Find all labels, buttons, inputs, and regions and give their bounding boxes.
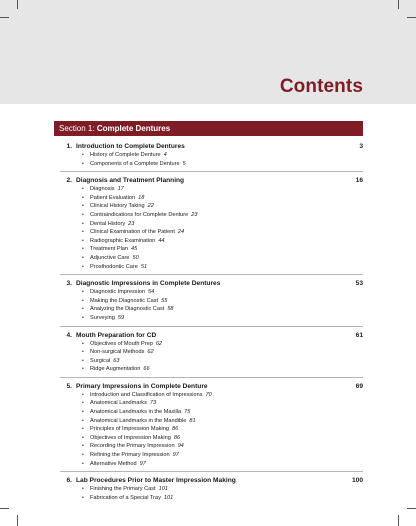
topic-title: Surveying (90, 314, 115, 321)
topic-item[interactable] (82, 365, 363, 374)
topic-item[interactable] (82, 194, 363, 203)
topic-page-number: 58 (167, 306, 174, 313)
chapter-title: Diagnosis and Treatment Planning (76, 177, 185, 185)
topic-page-number: 70 (205, 391, 212, 398)
topic-page-number: 97 (172, 452, 179, 459)
crop-mark-top-right-h (407, 17, 416, 18)
crop-mark-top-right-v (398, 0, 399, 9)
bullet-icon: • (82, 229, 84, 236)
chapter-title: Lab Procedures Prior to Master Impression Making (76, 477, 236, 485)
crop-mark-top-left-v (17, 0, 18, 9)
chapter-title: Introduction to Complete Dentures (76, 143, 185, 150)
topic-item[interactable] (82, 263, 363, 272)
chapter-heading[interactable] (60, 476, 363, 485)
chapter-entry (60, 142, 363, 172)
topic-page-number: 4 (163, 152, 167, 158)
topic-title: Anatomical Landmarks (90, 400, 147, 407)
chapter-heading[interactable] (60, 176, 363, 185)
topic-item[interactable] (82, 160, 363, 169)
topic-item[interactable] (82, 408, 363, 417)
crop-mark-bottom-right-h (407, 508, 416, 509)
topic-item[interactable] (82, 202, 363, 211)
crop-mark-bottom-left-h (0, 508, 9, 509)
topic-title: Adjunctive Care (90, 254, 130, 261)
topic-item[interactable] (82, 305, 363, 314)
topic-item[interactable] (82, 391, 363, 400)
chapter-page-number: 53 (355, 280, 363, 288)
topic-item[interactable] (82, 417, 363, 426)
topic-title: Finishing the Primary Cast (90, 486, 156, 493)
topic-page-number: 22 (147, 203, 154, 210)
topic-page-number: 62 (155, 340, 163, 347)
topic-item[interactable] (82, 237, 363, 246)
section-heading (54, 121, 363, 136)
topic-title: Making the Diagnostic Cast (90, 297, 159, 304)
bullet-icon: • (82, 186, 84, 193)
topic-title: Recording the Primary Impression (90, 443, 175, 450)
bullet-icon: • (82, 314, 84, 321)
topic-page-number: 86 (173, 434, 181, 441)
topic-page-number: 101 (158, 486, 168, 493)
topic-title: Non-surgical Methods (90, 349, 145, 356)
bullet-icon: • (82, 443, 84, 450)
topic-item[interactable] (82, 340, 363, 349)
section-title: Complete Dentures (96, 124, 171, 133)
bullet-icon: • (82, 297, 84, 304)
chapter-entry (60, 382, 363, 472)
topic-title: Dental History (90, 220, 126, 227)
topic-page-number: 97 (139, 460, 146, 467)
topic-title: Clinical Examination of the Patient (90, 229, 175, 236)
topic-page-number: 50 (132, 254, 139, 261)
topic-title: Diagnostic Impression (90, 289, 146, 296)
bullet-icon: • (82, 263, 84, 270)
topic-page-number: 63 (113, 357, 120, 364)
chapter-number: 2. (66, 177, 72, 185)
topic-list (60, 340, 363, 374)
topic-page-number: 24 (177, 229, 185, 236)
bullet-icon: • (82, 391, 84, 398)
topic-item[interactable] (82, 245, 363, 254)
topic-title: Objectives of Mouth Prep (90, 340, 153, 347)
chapter-page-number: 3 (359, 143, 363, 150)
topic-page-number: 45 (131, 246, 138, 253)
topic-page-number: 94 (177, 443, 184, 450)
topic-title: Treatment Plan (90, 246, 129, 253)
bullet-icon: • (82, 306, 84, 313)
topic-item[interactable] (82, 451, 363, 460)
chapter-page-number: 61 (355, 331, 363, 339)
topic-list (60, 288, 363, 322)
bullet-icon: • (82, 246, 84, 253)
chapter-number: 6. (66, 477, 72, 485)
topic-page-number: 5 (182, 160, 186, 167)
topic-page-number: 86 (171, 426, 179, 433)
topic-page-number: 59 (117, 314, 125, 321)
topic-title: History of Complete Denture (90, 152, 161, 158)
bullet-icon: • (82, 237, 84, 244)
topic-item[interactable] (82, 297, 363, 306)
topic-title: Analyzing the Diagnostic Cast (90, 306, 165, 313)
topic-item[interactable] (82, 442, 363, 451)
topic-item[interactable] (82, 151, 363, 160)
topic-title: Components of a Complete Denture (90, 160, 180, 167)
chapter-page-number: 16 (355, 177, 363, 185)
topic-list (60, 485, 363, 502)
crop-mark-top-left-h (0, 17, 9, 18)
bullet-icon: • (82, 426, 84, 433)
bullet-icon: • (82, 349, 84, 356)
topic-item[interactable] (82, 220, 363, 229)
topic-list (60, 391, 363, 468)
topic-page-number: 75 (184, 409, 191, 416)
topic-page-number: 17 (117, 186, 124, 193)
topic-item[interactable] (82, 485, 363, 494)
bullet-icon: • (82, 494, 84, 501)
chapter-entry (60, 176, 363, 275)
chapter-heading[interactable] (60, 279, 363, 288)
chapter-title: Primary Impressions in Complete Denture (76, 382, 208, 390)
bullet-icon: • (82, 340, 84, 347)
chapter-heading[interactable] (60, 142, 363, 151)
topic-item[interactable] (82, 399, 363, 408)
topic-title: Alternative Method (90, 460, 137, 467)
topic-title: Patient Evaluation (90, 194, 136, 201)
bullet-icon: • (82, 400, 84, 407)
topic-page-number: 23 (191, 211, 198, 218)
section-label: Section 1: (59, 124, 95, 133)
chapter-number: 5. (66, 382, 72, 390)
chapter-heading[interactable] (60, 382, 363, 391)
bullet-icon: • (82, 452, 84, 459)
topic-title: Principles of Impression Making (90, 426, 169, 433)
chapter-entry (60, 279, 363, 326)
topic-list (60, 151, 363, 168)
topic-item[interactable] (82, 357, 363, 366)
topic-item[interactable] (82, 434, 363, 443)
bullet-icon: • (82, 357, 84, 364)
page-title: Contents (279, 76, 363, 97)
chapter-number: 4. (66, 331, 72, 339)
chapter-title: Diagnostic Impressions in Complete Dentures (76, 280, 221, 288)
topic-page-number: 23 (128, 220, 135, 227)
crop-mark-bottom-right-v (398, 515, 399, 526)
bullet-icon: • (82, 460, 84, 467)
topic-page-number: 44 (158, 237, 165, 244)
topic-title: Objectives of Impression Making (90, 434, 171, 441)
topic-title: Clinical History Taking (90, 203, 145, 210)
chapter-number: 3. (66, 280, 72, 288)
bullet-icon: • (82, 434, 84, 441)
topic-page-number: 55 (161, 297, 168, 304)
topic-item[interactable] (82, 425, 363, 434)
topic-item[interactable] (82, 314, 363, 323)
bullet-icon: • (82, 289, 84, 296)
topic-title: Contraindications for Complete Denture (90, 211, 189, 218)
topic-title: Diagnosis (90, 186, 115, 193)
topic-item[interactable] (82, 254, 363, 263)
topic-title: Radiographic Examination (90, 237, 156, 244)
topic-title: Introduction and Classification of Impressions (90, 391, 203, 398)
bullet-icon: • (82, 486, 84, 493)
topic-title: Refining the Primary Impression (90, 452, 170, 459)
topic-item[interactable] (82, 185, 363, 194)
table-of-contents (60, 142, 363, 509)
topic-page-number: 81 (189, 417, 196, 424)
bullet-icon: • (82, 417, 84, 424)
topic-title: Surgical (90, 357, 111, 364)
topic-title: Ridge Augmentation (90, 366, 141, 373)
topic-page-number: 18 (138, 194, 145, 201)
chapter-page-number: 69 (355, 382, 363, 390)
bullet-icon: • (82, 409, 84, 416)
topic-list (60, 185, 363, 271)
topic-title: Fabrication of a Special Tray (90, 494, 161, 501)
bullet-icon: • (82, 254, 84, 261)
topic-page-number: 73 (149, 400, 157, 407)
topic-item[interactable] (82, 228, 363, 237)
topic-title: Anatomical Landmarks in the Mandible (90, 417, 187, 424)
topic-item[interactable] (82, 211, 363, 220)
topic-page-number: 62 (147, 349, 154, 356)
bullet-icon: • (82, 152, 84, 158)
bullet-icon: • (82, 203, 84, 210)
chapter-heading[interactable] (60, 331, 363, 340)
topic-title: Prosthodontic Care (90, 263, 138, 270)
bullet-icon: • (82, 194, 84, 201)
topic-item[interactable] (82, 288, 363, 297)
bullet-icon: • (82, 366, 84, 373)
topic-item[interactable] (82, 494, 363, 503)
chapter-title: Mouth Preparation for CD (76, 331, 157, 339)
topic-page-number: 101 (163, 494, 174, 501)
chapter-page-number: 100 (351, 477, 363, 485)
topic-page-number: 51 (140, 263, 148, 270)
topic-title: Anatomical Landmarks in the Maxilla (90, 409, 182, 416)
topic-page-number: 66 (143, 366, 150, 373)
topic-item[interactable] (82, 348, 363, 357)
chapter-number: 1. (66, 143, 72, 150)
crop-mark-bottom-left-v (17, 515, 18, 526)
chapter-entry (60, 476, 363, 505)
bullet-icon: • (82, 220, 84, 227)
topic-page-number: 54 (148, 289, 155, 296)
topic-item[interactable] (82, 460, 363, 469)
bullet-icon: • (82, 160, 84, 167)
bullet-icon: • (82, 211, 84, 218)
chapter-entry (60, 331, 363, 378)
